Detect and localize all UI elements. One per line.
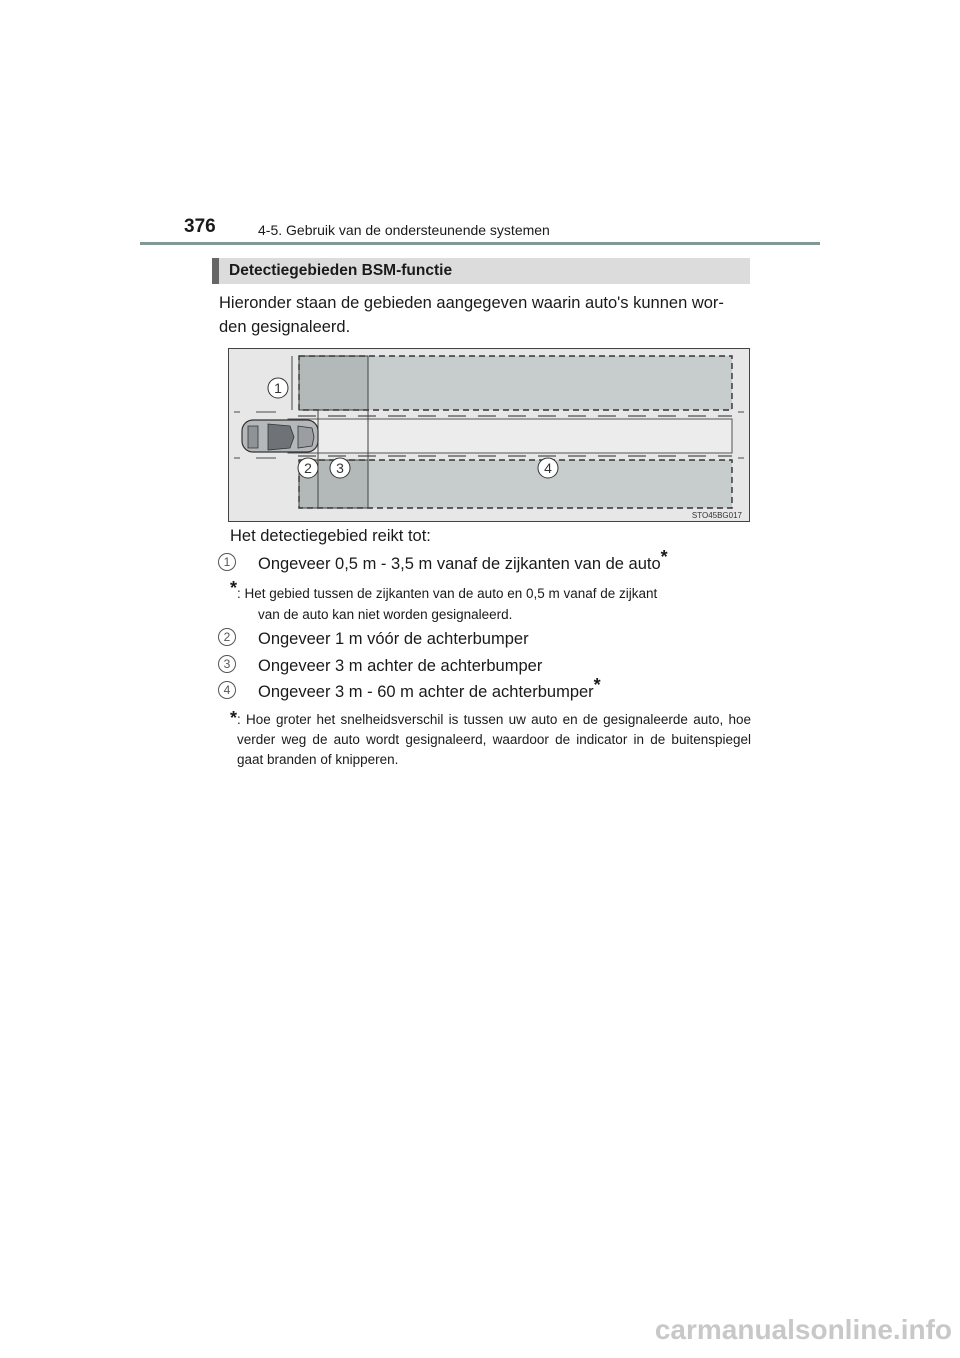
item-4-text: Ongeveer 3 m - 60 m achter de achterbumper	[258, 683, 594, 701]
footnote-1-line-2: van de auto kan niet worden gesignaleerd.	[258, 607, 513, 622]
intro-line-1: Hieronder staan de gebieden aangegeven waarin auto's kunnen wor-	[219, 294, 724, 312]
callout-2-label: 2	[304, 460, 312, 476]
section-heading	[212, 258, 750, 284]
callout-2	[298, 458, 318, 478]
page-number: 376	[184, 216, 216, 237]
car-icon	[242, 420, 318, 452]
item-4-number: 4	[218, 681, 236, 699]
item-3-text: Ongeveer 3 m achter de achterbumper	[258, 657, 543, 675]
footnote-1	[230, 578, 657, 604]
intro-line-2: den gesignaleerd.	[219, 318, 351, 336]
item-2-number: 2	[218, 628, 236, 646]
intro-paragraph	[219, 291, 750, 339]
footnote-1-asterisk: *	[230, 578, 238, 598]
upper-zone-near	[299, 356, 368, 410]
item-1-number: 1	[218, 553, 236, 571]
figure-code: STO45BG017	[691, 511, 742, 520]
footnote-1-line-1: : Het gebied tussen de zijkanten van de auto en 0,5 m vanaf de zijkant	[237, 586, 658, 601]
item-1	[258, 547, 668, 574]
detection-area-diagram	[228, 348, 750, 522]
item-4	[258, 675, 601, 702]
watermark: carmanualsonline.info	[654, 1314, 952, 1345]
item-2-text: Ongeveer 1 m vóór de achterbumper	[258, 630, 529, 648]
callout-3	[330, 458, 350, 478]
item-1-text: Ongeveer 0,5 m - 3,5 m vanaf de zijkanten van de auto	[258, 555, 661, 573]
callout-4-label: 4	[544, 460, 552, 476]
header-rule	[140, 242, 820, 245]
reach-intro: Het detectiegebied reikt tot:	[230, 527, 431, 545]
footnote-2-asterisk: *	[230, 708, 238, 728]
ego-lane	[288, 419, 732, 453]
callout-4	[538, 458, 558, 478]
item-4-asterisk: *	[593, 675, 601, 695]
callout-1	[268, 378, 288, 398]
section-heading-text: Detectiegebieden BSM-functie	[229, 262, 453, 279]
callout-3-label: 3	[336, 460, 344, 476]
section-title: 4-5. Gebruik van de ondersteunende systemen	[258, 222, 550, 238]
callout-1-label: 1	[274, 380, 282, 396]
footnote-2-text: : Hoe groter het snelheidsverschil is tussen uw auto en de gesignaleerde auto, hoe verder weg de auto wordt gesignaleerd, waardoor de indicator in de buitenspiegel gaat branden of knipperen.	[237, 712, 751, 767]
item-3-number: 3	[218, 655, 236, 673]
item-1-asterisk: *	[660, 547, 668, 567]
